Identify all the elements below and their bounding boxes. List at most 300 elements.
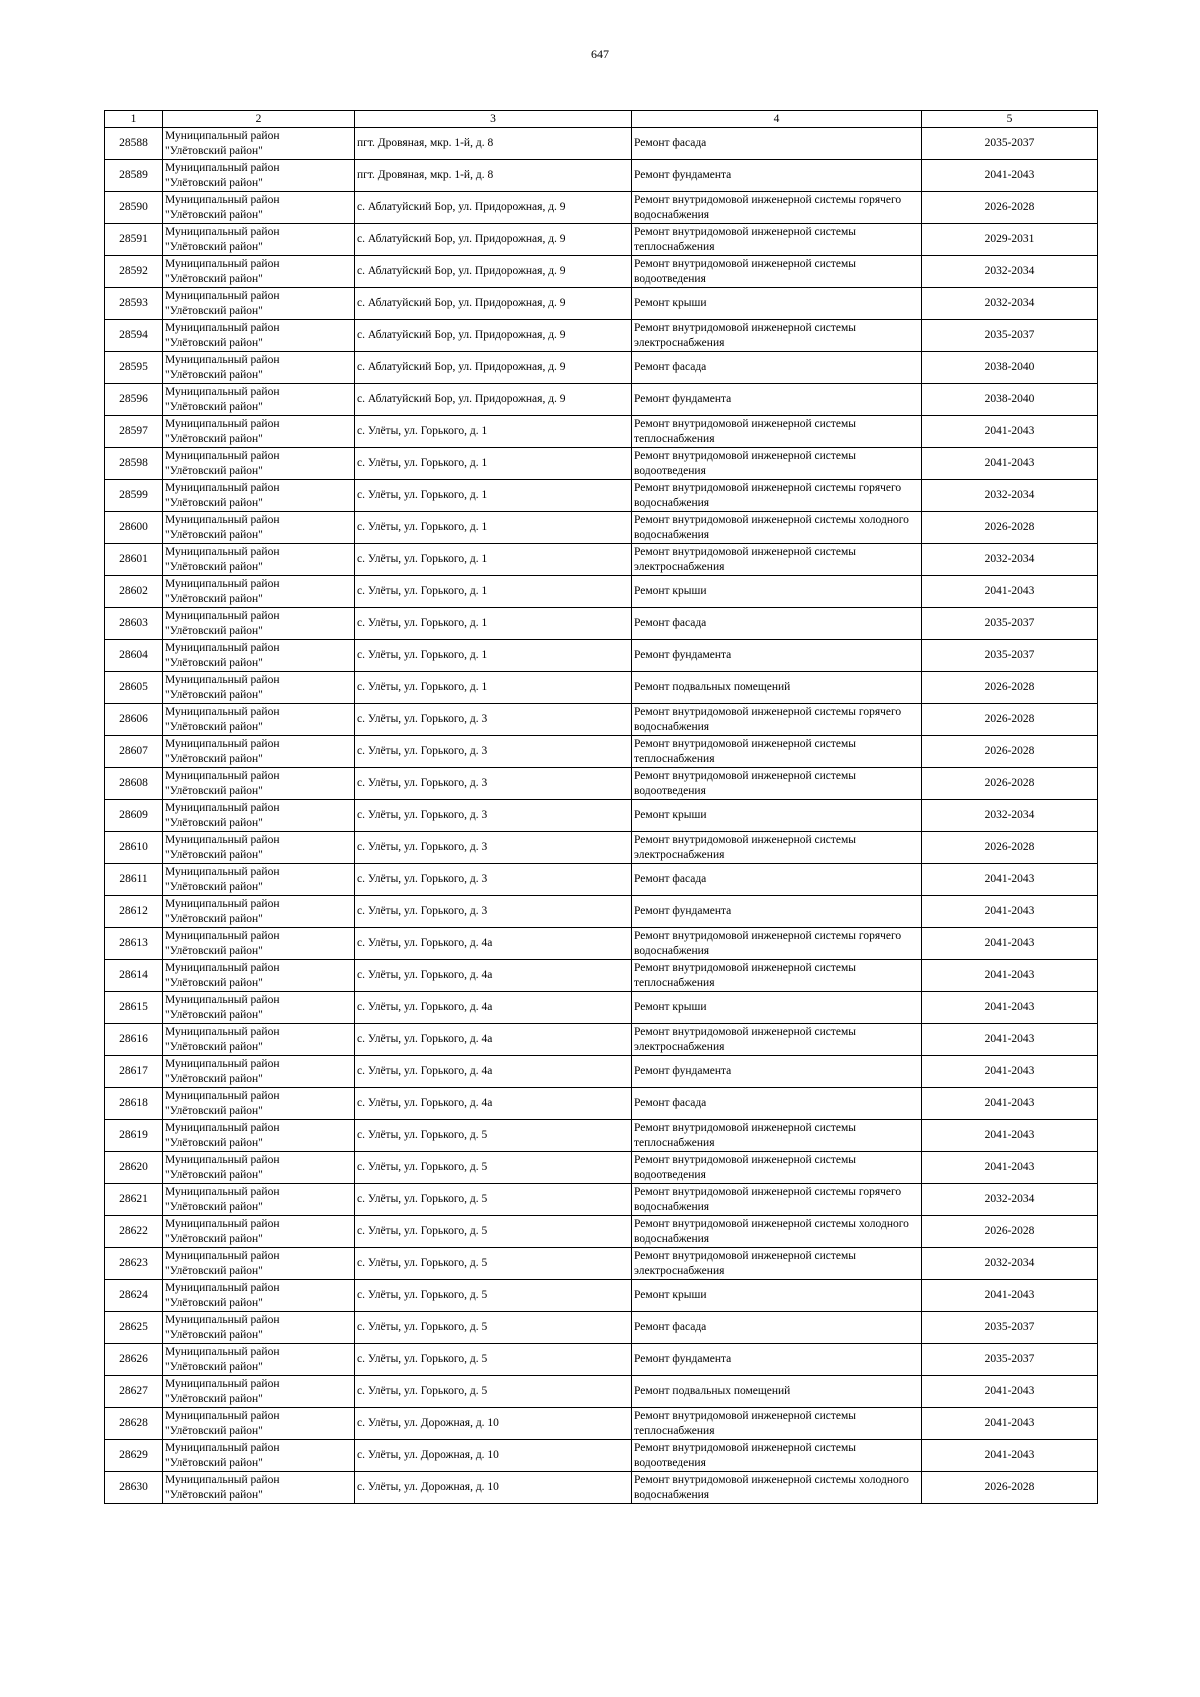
- table-row: [105, 512, 1098, 544]
- row-number-cell: 28624: [105, 1280, 163, 1312]
- district-line-1: Муниципальный район: [165, 1121, 280, 1134]
- address-cell: с. Аблатуйский Бор, ул. Придорожная, д. 9: [355, 320, 632, 352]
- row-number-cell: 28617: [105, 1056, 163, 1088]
- address-cell: с. Улёты, ул. Горького, д. 4а: [355, 992, 632, 1024]
- work-type-cell: Ремонт фасада: [632, 608, 922, 640]
- period-cell: 2041-2043: [922, 1280, 1098, 1312]
- district-cell: [163, 544, 355, 576]
- district-line-2: "Улётовский район": [165, 336, 263, 349]
- district-line-2: "Улётовский район": [165, 560, 263, 573]
- row-number-cell: 28602: [105, 576, 163, 608]
- period-cell: 2041-2043: [922, 1376, 1098, 1408]
- district-line-2: "Улётовский район": [165, 1488, 263, 1501]
- address-cell: с. Улёты, ул. Горького, д. 4а: [355, 1056, 632, 1088]
- district-cell: [163, 448, 355, 480]
- district-line-2: "Улётовский район": [165, 1232, 263, 1245]
- row-number-cell: 28612: [105, 896, 163, 928]
- address-cell: с. Улёты, ул. Горького, д. 1: [355, 480, 632, 512]
- row-number-cell: 28622: [105, 1216, 163, 1248]
- district-line-1: Муниципальный район: [165, 385, 280, 398]
- row-number-cell: 28590: [105, 192, 163, 224]
- address-cell: с. Улёты, ул. Горького, д. 5: [355, 1376, 632, 1408]
- period-cell: 2026-2028: [922, 832, 1098, 864]
- district-line-2: "Улётовский район": [165, 464, 263, 477]
- row-number-cell: 28619: [105, 1120, 163, 1152]
- period-cell: 2026-2028: [922, 672, 1098, 704]
- work-type-cell: Ремонт внутридомовой инженерной системы водоотведения: [632, 1152, 922, 1184]
- address-cell: с. Аблатуйский Бор, ул. Придорожная, д. 9: [355, 192, 632, 224]
- row-number-cell: 28616: [105, 1024, 163, 1056]
- district-line-2: "Улётовский район": [165, 592, 263, 605]
- period-cell: 2026-2028: [922, 768, 1098, 800]
- district-cell: [163, 1024, 355, 1056]
- address-cell: с. Улёты, ул. Горького, д. 4а: [355, 928, 632, 960]
- address-cell: с. Аблатуйский Бор, ул. Придорожная, д. 9: [355, 352, 632, 384]
- address-cell: с. Улёты, ул. Горького, д. 5: [355, 1216, 632, 1248]
- address-cell: с. Аблатуйский Бор, ул. Придорожная, д. 9: [355, 384, 632, 416]
- period-cell: 2032-2034: [922, 288, 1098, 320]
- table-row: [105, 608, 1098, 640]
- table-row: [105, 576, 1098, 608]
- column-header-2: 2: [163, 111, 355, 128]
- district-line-1: Муниципальный район: [165, 1441, 280, 1454]
- district-line-1: Муниципальный район: [165, 193, 280, 206]
- period-cell: 2041-2043: [922, 960, 1098, 992]
- district-cell: [163, 1088, 355, 1120]
- work-type-cell: Ремонт внутридомовой инженерной системы теплоснабжения: [632, 960, 922, 992]
- table-row: [105, 320, 1098, 352]
- district-cell: [163, 928, 355, 960]
- work-type-cell: Ремонт крыши: [632, 288, 922, 320]
- district-line-2: "Улётовский район": [165, 1104, 263, 1117]
- district-line-2: "Улётовский район": [165, 912, 263, 925]
- period-cell: 2041-2043: [922, 1120, 1098, 1152]
- district-cell: [163, 160, 355, 192]
- row-number-cell: 28606: [105, 704, 163, 736]
- district-line-1: Муниципальный район: [165, 897, 280, 910]
- address-cell: с. Улёты, ул. Дорожная, д. 10: [355, 1472, 632, 1504]
- row-number-cell: 28621: [105, 1184, 163, 1216]
- row-number-cell: 28620: [105, 1152, 163, 1184]
- district-cell: [163, 512, 355, 544]
- work-type-cell: Ремонт внутридомовой инженерной системы теплоснабжения: [632, 224, 922, 256]
- address-cell: с. Улёты, ул. Горького, д. 1: [355, 512, 632, 544]
- work-type-cell: Ремонт внутридомовой инженерной системы холодного водоснабжения: [632, 1472, 922, 1504]
- table-row: [105, 896, 1098, 928]
- district-line-2: "Улётовский район": [165, 400, 263, 413]
- district-line-1: Муниципальный район: [165, 513, 280, 526]
- work-type-cell: Ремонт внутридомовой инженерной системы электроснабжения: [632, 1248, 922, 1280]
- work-type-cell: Ремонт фундамента: [632, 640, 922, 672]
- column-header-5: 5: [922, 111, 1098, 128]
- table-row: [105, 1152, 1098, 1184]
- district-line-2: "Улётовский район": [165, 976, 263, 989]
- district-line-2: "Улётовский район": [165, 848, 263, 861]
- work-type-cell: Ремонт фундамента: [632, 896, 922, 928]
- address-cell: с. Улёты, ул. Горького, д. 5: [355, 1344, 632, 1376]
- row-number-cell: 28589: [105, 160, 163, 192]
- district-cell: [163, 480, 355, 512]
- district-line-2: "Улётовский район": [165, 784, 263, 797]
- district-line-2: "Улётовский район": [165, 1200, 263, 1213]
- district-line-2: "Улётовский район": [165, 528, 263, 541]
- table-row: [105, 704, 1098, 736]
- row-number-cell: 28608: [105, 768, 163, 800]
- district-cell: [163, 416, 355, 448]
- period-cell: 2026-2028: [922, 192, 1098, 224]
- row-number-cell: 28592: [105, 256, 163, 288]
- period-cell: 2032-2034: [922, 1248, 1098, 1280]
- district-line-1: Муниципальный район: [165, 545, 280, 558]
- column-number-row: [105, 111, 1098, 128]
- address-cell: с. Улёты, ул. Горького, д. 4а: [355, 960, 632, 992]
- row-number-cell: 28613: [105, 928, 163, 960]
- work-type-cell: Ремонт внутридомовой инженерной системы холодного водоснабжения: [632, 1216, 922, 1248]
- district-line-1: Муниципальный район: [165, 1185, 280, 1198]
- district-line-2: "Улётовский район": [165, 496, 263, 509]
- row-number-cell: 28628: [105, 1408, 163, 1440]
- address-cell: с. Улёты, ул. Горького, д. 3: [355, 768, 632, 800]
- work-type-cell: Ремонт подвальных помещений: [632, 1376, 922, 1408]
- address-cell: с. Улёты, ул. Горького, д. 1: [355, 448, 632, 480]
- district-cell: [163, 256, 355, 288]
- address-cell: с. Улёты, ул. Горького, д. 1: [355, 640, 632, 672]
- table-row: [105, 768, 1098, 800]
- period-cell: 2038-2040: [922, 384, 1098, 416]
- district-line-2: "Улётовский район": [165, 720, 263, 733]
- work-type-cell: Ремонт внутридомовой инженерной системы водоотведения: [632, 1440, 922, 1472]
- district-cell: [163, 1152, 355, 1184]
- district-line-1: Муниципальный район: [165, 1089, 280, 1102]
- row-number-cell: 28625: [105, 1312, 163, 1344]
- period-cell: 2032-2034: [922, 480, 1098, 512]
- district-line-2: "Улётовский район": [165, 1296, 263, 1309]
- row-number-cell: 28598: [105, 448, 163, 480]
- work-type-cell: Ремонт внутридомовой инженерной системы горячего водоснабжения: [632, 192, 922, 224]
- district-line-1: Муниципальный район: [165, 1057, 280, 1070]
- table-row: [105, 384, 1098, 416]
- table-row: [105, 960, 1098, 992]
- table-row: [105, 224, 1098, 256]
- work-type-cell: Ремонт фундамента: [632, 384, 922, 416]
- district-line-2: "Улётовский район": [165, 208, 263, 221]
- work-type-cell: Ремонт внутридомовой инженерной системы горячего водоснабжения: [632, 1184, 922, 1216]
- period-cell: 2026-2028: [922, 704, 1098, 736]
- table-row: [105, 1376, 1098, 1408]
- work-type-cell: Ремонт подвальных помещений: [632, 672, 922, 704]
- district-line-1: Муниципальный район: [165, 321, 280, 334]
- period-cell: 2041-2043: [922, 1088, 1098, 1120]
- period-cell: 2032-2034: [922, 1184, 1098, 1216]
- work-type-cell: Ремонт фасада: [632, 1312, 922, 1344]
- period-cell: 2032-2034: [922, 256, 1098, 288]
- table-body: [105, 128, 1098, 1504]
- district-line-1: Муниципальный район: [165, 1249, 280, 1262]
- district-line-1: Муниципальный район: [165, 1281, 280, 1294]
- work-type-cell: Ремонт внутридомовой инженерной системы водоотведения: [632, 448, 922, 480]
- district-line-2: "Улётовский район": [165, 368, 263, 381]
- work-type-cell: Ремонт фундамента: [632, 160, 922, 192]
- table-row: [105, 1312, 1098, 1344]
- address-cell: с. Улёты, ул. Горького, д. 5: [355, 1248, 632, 1280]
- district-line-1: Муниципальный район: [165, 481, 280, 494]
- district-line-1: Муниципальный район: [165, 161, 280, 174]
- district-cell: [163, 1472, 355, 1504]
- row-number-cell: 28627: [105, 1376, 163, 1408]
- address-cell: с. Улёты, ул. Горького, д. 3: [355, 704, 632, 736]
- district-line-1: Муниципальный район: [165, 417, 280, 430]
- district-cell: [163, 576, 355, 608]
- district-line-2: "Улётовский район": [165, 1360, 263, 1373]
- district-line-1: Муниципальный район: [165, 641, 280, 654]
- work-type-cell: Ремонт внутридомовой инженерной системы теплоснабжения: [632, 416, 922, 448]
- work-type-cell: Ремонт внутридомовой инженерной системы водоотведения: [632, 768, 922, 800]
- district-line-2: "Улётовский район": [165, 176, 263, 189]
- period-cell: 2041-2043: [922, 928, 1098, 960]
- district-line-1: Муниципальный район: [165, 961, 280, 974]
- table-row: [105, 1056, 1098, 1088]
- table-row: [105, 1248, 1098, 1280]
- district-line-2: "Улётовский район": [165, 752, 263, 765]
- district-cell: [163, 608, 355, 640]
- table-row: [105, 544, 1098, 576]
- address-cell: с. Аблатуйский Бор, ул. Придорожная, д. 9: [355, 256, 632, 288]
- address-cell: с. Улёты, ул. Горького, д. 1: [355, 544, 632, 576]
- row-number-cell: 28604: [105, 640, 163, 672]
- row-number-cell: 28593: [105, 288, 163, 320]
- address-cell: пгт. Дровяная, мкр. 1-й, д. 8: [355, 128, 632, 160]
- table-row: [105, 192, 1098, 224]
- row-number-cell: 28594: [105, 320, 163, 352]
- period-cell: 2032-2034: [922, 544, 1098, 576]
- district-line-1: Муниципальный район: [165, 1409, 280, 1422]
- row-number-cell: 28610: [105, 832, 163, 864]
- work-type-cell: Ремонт крыши: [632, 800, 922, 832]
- period-cell: 2041-2043: [922, 416, 1098, 448]
- period-cell: 2041-2043: [922, 1440, 1098, 1472]
- table-row: [105, 928, 1098, 960]
- district-line-1: Муниципальный район: [165, 289, 280, 302]
- district-line-2: "Улётовский район": [165, 816, 263, 829]
- period-cell: 2029-2031: [922, 224, 1098, 256]
- district-cell: [163, 960, 355, 992]
- row-number-cell: 28603: [105, 608, 163, 640]
- work-type-cell: Ремонт внутридомовой инженерной системы водоотведения: [632, 256, 922, 288]
- work-type-cell: Ремонт крыши: [632, 576, 922, 608]
- address-cell: с. Аблатуйский Бор, ул. Придорожная, д. 9: [355, 288, 632, 320]
- district-line-2: "Улётовский район": [165, 1072, 263, 1085]
- address-cell: с. Улёты, ул. Горького, д. 5: [355, 1152, 632, 1184]
- district-cell: [163, 1344, 355, 1376]
- address-cell: с. Улёты, ул. Горького, д. 4а: [355, 1024, 632, 1056]
- table-row: [105, 1280, 1098, 1312]
- work-type-cell: Ремонт внутридомовой инженерной системы электроснабжения: [632, 832, 922, 864]
- address-cell: с. Улёты, ул. Горького, д. 1: [355, 672, 632, 704]
- row-number-cell: 28588: [105, 128, 163, 160]
- address-cell: с. Улёты, ул. Горького, д. 4а: [355, 1088, 632, 1120]
- district-line-1: Муниципальный район: [165, 769, 280, 782]
- work-type-cell: Ремонт фундамента: [632, 1344, 922, 1376]
- work-type-cell: Ремонт внутридомовой инженерной системы горячего водоснабжения: [632, 928, 922, 960]
- district-line-1: Муниципальный район: [165, 225, 280, 238]
- period-cell: 2035-2037: [922, 608, 1098, 640]
- period-cell: 2041-2043: [922, 1152, 1098, 1184]
- table-row: [105, 1472, 1098, 1504]
- district-line-2: "Улётовский район": [165, 1136, 263, 1149]
- period-cell: 2041-2043: [922, 448, 1098, 480]
- repair-schedule-table: [104, 110, 1098, 1504]
- row-number-cell: 28597: [105, 416, 163, 448]
- district-cell: [163, 192, 355, 224]
- table-row: [105, 1408, 1098, 1440]
- address-cell: с. Улёты, ул. Горького, д. 1: [355, 576, 632, 608]
- district-line-2: "Улётовский район": [165, 688, 263, 701]
- table-row: [105, 736, 1098, 768]
- district-line-1: Муниципальный район: [165, 865, 280, 878]
- period-cell: 2041-2043: [922, 576, 1098, 608]
- period-cell: 2038-2040: [922, 352, 1098, 384]
- district-cell: [163, 1248, 355, 1280]
- address-cell: с. Улёты, ул. Горького, д. 3: [355, 800, 632, 832]
- period-cell: 2041-2043: [922, 1024, 1098, 1056]
- work-type-cell: Ремонт фасада: [632, 864, 922, 896]
- period-cell: 2035-2037: [922, 1344, 1098, 1376]
- district-line-2: "Улётовский район": [165, 144, 263, 157]
- district-cell: [163, 704, 355, 736]
- address-cell: с. Улёты, ул. Дорожная, д. 10: [355, 1440, 632, 1472]
- district-line-1: Муниципальный район: [165, 929, 280, 942]
- table-row: [105, 992, 1098, 1024]
- row-number-cell: 28615: [105, 992, 163, 1024]
- period-cell: 2041-2043: [922, 1408, 1098, 1440]
- work-type-cell: Ремонт внутридомовой инженерной системы электроснабжения: [632, 320, 922, 352]
- address-cell: с. Улёты, ул. Горького, д. 3: [355, 832, 632, 864]
- address-cell: с. Улёты, ул. Горького, д. 3: [355, 736, 632, 768]
- address-cell: с. Улёты, ул. Дорожная, д. 10: [355, 1408, 632, 1440]
- address-cell: с. Улёты, ул. Горького, д. 1: [355, 416, 632, 448]
- row-number-cell: 28601: [105, 544, 163, 576]
- column-header-1: 1: [105, 111, 163, 128]
- district-line-1: Муниципальный район: [165, 1473, 280, 1486]
- row-number-cell: 28605: [105, 672, 163, 704]
- period-cell: 2032-2034: [922, 800, 1098, 832]
- district-line-2: "Улётовский район": [165, 1168, 263, 1181]
- row-number-cell: 28626: [105, 1344, 163, 1376]
- district-line-1: Муниципальный район: [165, 705, 280, 718]
- district-line-1: Муниципальный район: [165, 353, 280, 366]
- district-line-1: Муниципальный район: [165, 833, 280, 846]
- district-line-2: "Улётовский район": [165, 304, 263, 317]
- table-row: [105, 160, 1098, 192]
- district-cell: [163, 1280, 355, 1312]
- district-line-2: "Улётовский район": [165, 624, 263, 637]
- row-number-cell: 28591: [105, 224, 163, 256]
- district-line-1: Муниципальный район: [165, 257, 280, 270]
- district-line-2: "Улётовский район": [165, 272, 263, 285]
- table-row: [105, 1216, 1098, 1248]
- work-type-cell: Ремонт внутридомовой инженерной системы холодного водоснабжения: [632, 512, 922, 544]
- district-cell: [163, 992, 355, 1024]
- district-cell: [163, 1120, 355, 1152]
- district-cell: [163, 384, 355, 416]
- period-cell: 2035-2037: [922, 320, 1098, 352]
- address-cell: с. Улёты, ул. Горького, д. 5: [355, 1120, 632, 1152]
- address-cell: с. Аблатуйский Бор, ул. Придорожная, д. 9: [355, 224, 632, 256]
- district-cell: [163, 672, 355, 704]
- district-line-1: Муниципальный район: [165, 801, 280, 814]
- row-number-cell: 28596: [105, 384, 163, 416]
- district-cell: [163, 224, 355, 256]
- table-row: [105, 256, 1098, 288]
- district-line-2: "Улётовский район": [165, 240, 263, 253]
- district-cell: [163, 128, 355, 160]
- row-number-cell: 28595: [105, 352, 163, 384]
- table-row: [105, 1120, 1098, 1152]
- table-row: [105, 1440, 1098, 1472]
- district-cell: [163, 1440, 355, 1472]
- district-cell: [163, 864, 355, 896]
- address-cell: с. Улёты, ул. Горького, д. 5: [355, 1312, 632, 1344]
- work-type-cell: Ремонт внутридомовой инженерной системы теплоснабжения: [632, 1120, 922, 1152]
- district-cell: [163, 288, 355, 320]
- address-cell: с. Улёты, ул. Горького, д. 1: [355, 608, 632, 640]
- district-line-2: "Улётовский район": [165, 1008, 263, 1021]
- district-line-1: Муниципальный район: [165, 1025, 280, 1038]
- period-cell: 2041-2043: [922, 864, 1098, 896]
- district-line-1: Муниципальный район: [165, 1153, 280, 1166]
- table-row: [105, 288, 1098, 320]
- row-number-cell: 28611: [105, 864, 163, 896]
- period-cell: 2041-2043: [922, 160, 1098, 192]
- district-line-1: Муниципальный район: [165, 1345, 280, 1358]
- work-type-cell: Ремонт фасада: [632, 128, 922, 160]
- district-cell: [163, 1408, 355, 1440]
- district-cell: [163, 896, 355, 928]
- district-line-2: "Улётовский район": [165, 1424, 263, 1437]
- table-row: [105, 640, 1098, 672]
- address-cell: с. Улёты, ул. Горького, д. 3: [355, 864, 632, 896]
- table-row: [105, 672, 1098, 704]
- period-cell: 2041-2043: [922, 896, 1098, 928]
- district-cell: [163, 736, 355, 768]
- district-cell: [163, 800, 355, 832]
- period-cell: 2026-2028: [922, 1216, 1098, 1248]
- row-number-cell: 28614: [105, 960, 163, 992]
- row-number-cell: 28618: [105, 1088, 163, 1120]
- period-cell: 2035-2037: [922, 640, 1098, 672]
- row-number-cell: 28599: [105, 480, 163, 512]
- table-row: [105, 1088, 1098, 1120]
- district-cell: [163, 352, 355, 384]
- work-type-cell: Ремонт внутридомовой инженерной системы горячего водоснабжения: [632, 480, 922, 512]
- district-line-1: Муниципальный район: [165, 737, 280, 750]
- work-type-cell: Ремонт крыши: [632, 992, 922, 1024]
- district-cell: [163, 768, 355, 800]
- district-line-1: Муниципальный район: [165, 993, 280, 1006]
- district-line-2: "Улётовский район": [165, 1328, 263, 1341]
- column-header-3: 3: [355, 111, 632, 128]
- work-type-cell: Ремонт внутридомовой инженерной системы электроснабжения: [632, 544, 922, 576]
- work-type-cell: Ремонт внутридомовой инженерной системы теплоснабжения: [632, 736, 922, 768]
- work-type-cell: Ремонт внутридомовой инженерной системы теплоснабжения: [632, 1408, 922, 1440]
- period-cell: 2041-2043: [922, 992, 1098, 1024]
- district-cell: [163, 1056, 355, 1088]
- district-line-1: Муниципальный район: [165, 449, 280, 462]
- district-line-2: "Улётовский район": [165, 1456, 263, 1469]
- district-cell: [163, 320, 355, 352]
- address-cell: с. Улёты, ул. Горького, д. 5: [355, 1184, 632, 1216]
- district-line-1: Муниципальный район: [165, 1217, 280, 1230]
